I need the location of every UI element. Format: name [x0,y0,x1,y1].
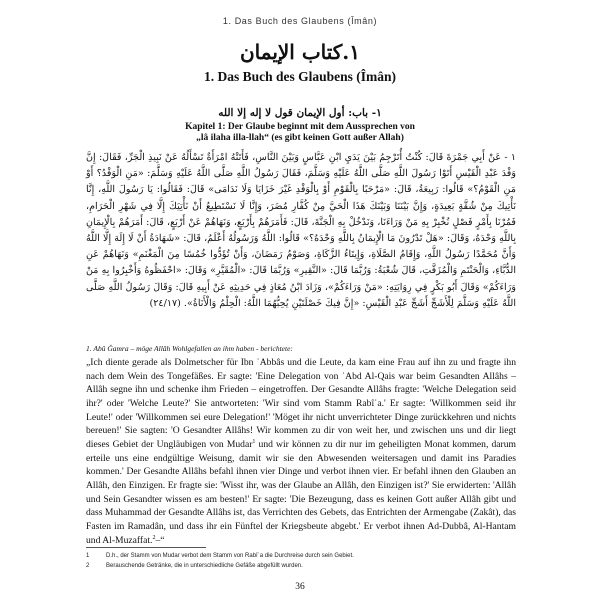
chapter-heading-german-line2: „lâ ilaha illa-llah“ (es gibt keinen Gott außer Allah) [196,133,404,143]
footnote-text: Berauschende Getränke, die in unterschiedliche Gefäße abgefüllt wurden. [106,563,303,569]
narrator-heading: 1. Abû Ğamra – möge Allâh Wohlgefallen an ihm haben - berichtete: [86,344,293,353]
translation-text-end: –“ [155,534,165,546]
running-head: 1. Das Buch des Glaubens (Îmân) [222,16,378,26]
book-title-arabic: ١.كتاب الإيمان [239,40,361,64]
footnote-number: 2 [86,563,90,569]
footnote-divider [86,547,206,548]
chapter-heading-arabic: ١- باب: أول الإيمان قول لا إله إلا الله [218,107,382,119]
translation-text-part-1: „Ich diente gerade als Dolmetscher für Ibn ʿAbbâs und die Leute, da kam eine Frau auf ihn zu und fragte ihn nach dem Wein des Tongefäßes. Er sagte: 'Eine Delegation von ʿAbd Al-Qais war beim Gesandten Allâhs – Allâh segne ihn und schenke ihm Frieden – eingetroffen. Der Gesandte Allâhs fragte: 'Welche Delegation seid ihr?' oder 'Welche Leute?' Sie antworteten: 'Wir sind vom Stamm Rabîʿa.' Er sagte: 'Willkommen seid ihr Leute!' oder 'Willkommen sei eure Delegation!' 'Möget ihr nicht unverrichteter Dinge zurückkehren und nichts bereuen!' Sie sagten: 'O Gesandter Allâhs! Wir kommen zu dir von weit her, und zwischen uns und dir liegt dieses Gebiet der Ungläubigen von Mudar [86,357,516,450]
footnote-item [86,551,516,561]
book-title-german: 1. Das Buch des Glaubens (Îmân) [203,69,397,84]
footnote-text: D.h., der Stamm von Mudar verbot dem Stamm von Rabîʿa die Durchreise durch sein Gebiet. [106,553,354,559]
hadith-german-translation [86,356,516,547]
chapter-heading-german [140,122,460,144]
hadith-arabic-text [86,150,516,312]
footnote-ref-1[interactable]: 1 [252,438,256,445]
translation-paragraph [86,356,516,547]
translation-text-part-2: und wir können zu dir nur im geheiligten Monat kommen, darum erteile uns eine endgültige Weisung, damit wir sie den Abwesenden weitersagen und damit ins Paradies kommen.' Der Gesandte Allâhs befahl ihnen vier Dinge und verbot ihnen vier. Er befahl ihnen den Glauben an Allâh, den Einzigen. Er fragte sie: 'Wisst ihr, was der Glaube an Allâh, den Einzigen ist?' Sie erwiderten: 'Allâh und Sein Gesandter wissen es am besten!' Er sagte: 'Die Bezeugung, dass es keinen Gott außer Allâh gibt und dass Muhammad der Gesandte Allâhs ist, das Verrichten des Gebets, das Entrichten der Armengabe (Zakât), das Fasten im Ramadân, und dass ihr ein Fünftel der Kriegsbeute abgebt.' Er verbot ihnen Ad-Dubbâ, Al-Hantam und Al-Muzaffat. [86,438,516,546]
footnote-item [86,561,516,571]
chapter-heading-german-line1: Kapitel 1: Der Glaube beginnt mit dem Aussprechen von [185,122,415,132]
footnote-number: 1 [86,553,90,559]
footnotes [86,551,516,571]
footnote-ref-2[interactable]: 2 [152,534,156,541]
page-number: 36 [295,582,305,592]
hadith-arabic-paragraph: ١ - عَنْ أَبِي جَمْرَةَ قَالَ: كُنْتُ أُتَرْجِمُ بَيْنَ يَدَيِ ابْنِ عَبَّاسٍ وَبَيْنَ النَّاسِ، فَأَتَتْهُ امْرَأَةٌ تَسْأَلُهُ عَنْ نَبِيذِ الْجَرِّ، فَقَالَ: إِنَّ وَفْدَ عَبْدِ الْقَيْسِ أَتَوْا رَسُولَ اللَّهِ صَلَّى اللَّهُ عَلَيْهِ وَسَلَّمَ، فَقَالَ رَسُولُ اللَّهِ صَلَّى اللَّهُ عَلَيْهِ وَسَلَّمَ: «مَنِ الْوَفْدُ؟ أَوْ مَنِ الْقَوْمُ؟» قَالُوا: رَبِيعَةُ، قَالَ: «مَرْحَبًا بِالْقَوْمِ أَوْ بِالْوَفْدِ غَيْرَ خَزَايَا وَلَا نَدَامَى» قَالَ: فَقَالُوا: يَا رَسُولَ اللَّهِ، إِنَّا نَأْتِيكَ مِنْ شُقَّةٍ بَعِيدَةٍ، وَإِنَّ بَيْنَنَا وَبَيْنَكَ هَذَا الْحَيَّ مِنْ كُفَّارِ مُضَرَ، وَإِنَّا لَا نَسْتَطِيعُ أَنْ نَأْتِيَكَ إِلَّا فِي شَهْرِ الْحَرَامِ، فَمُرْنَا بِأَمْرٍ فَصْلٍ نُخْبِرْ بِهِ مَنْ وَرَاءَنَا، وَنَدْخُلْ بِهِ الْجَنَّةَ، قَالَ: فَأَمَرَهُمْ بِأَرْبَعٍ، وَنَهَاهُمْ عَنْ أَرْبَعٍ، قَالَ: أَمَرَهُمْ بِالْإِيمَانِ بِاللَّهِ وَحْدَهُ، وَقَالَ: «هَلْ تَدْرُونَ مَا الْإِيمَانُ بِاللَّهِ وَحْدَهُ؟» قَالُوا: اللَّهُ وَرَسُولُهُ أَعْلَمُ، قَالَ: «شَهَادَةُ أَنْ لَا إِلَهَ إِلَّا اللَّهُ وَأَنَّ مُحَمَّدًا رَسُولُ اللَّهِ، وَإِقَامُ الصَّلَاةِ، وَإِيتَاءُ الزَّكَاةِ، وَصَوْمُ رَمَضَانَ، وَأَنْ تُؤَدُّوا خُمُسًا مِنَ الْمَغْنَمِ» وَنَهَاهُمْ عَنِ الدُّبَّاءِ، وَالْحَنْتَمِ وَالْمُزَفَّتِ، قَالَ شُعْبَةُ: وَرُبَّمَا قَالَ: «النَّقِيرِ» وَرُبَّمَا قَالَ: «الْمُقَيَّرِ» وَقَالَ: «احْفَظُوهُ وَأَخْبِرُوا بِهِ مَنْ وَرَاءَكُمْ» وَقَالَ أَبُو بَكْرٍ فِي رِوَايَتِهِ: «مَنْ وَرَاءَكُمْ»، وَزَادَ ابْنُ مُعَاذٍ فِي حَدِيثِهِ عَنْ أَبِيهِ قَالَ: وَقَالَ رَسُولُ اللَّهِ صَلَّى اللَّهُ عَلَيْهِ وَسَلَّمَ لِلْأَشَجِّ أَشَجِّ عَبْدِ الْقَيْسِ: «إِنَّ فِيكَ خَصْلَتَيْنِ يُحِبُّهُمَا اللَّهُ: الْحِلْمُ وَالْأَنَاةُ». (٢٤/١٧) [86,152,516,309]
